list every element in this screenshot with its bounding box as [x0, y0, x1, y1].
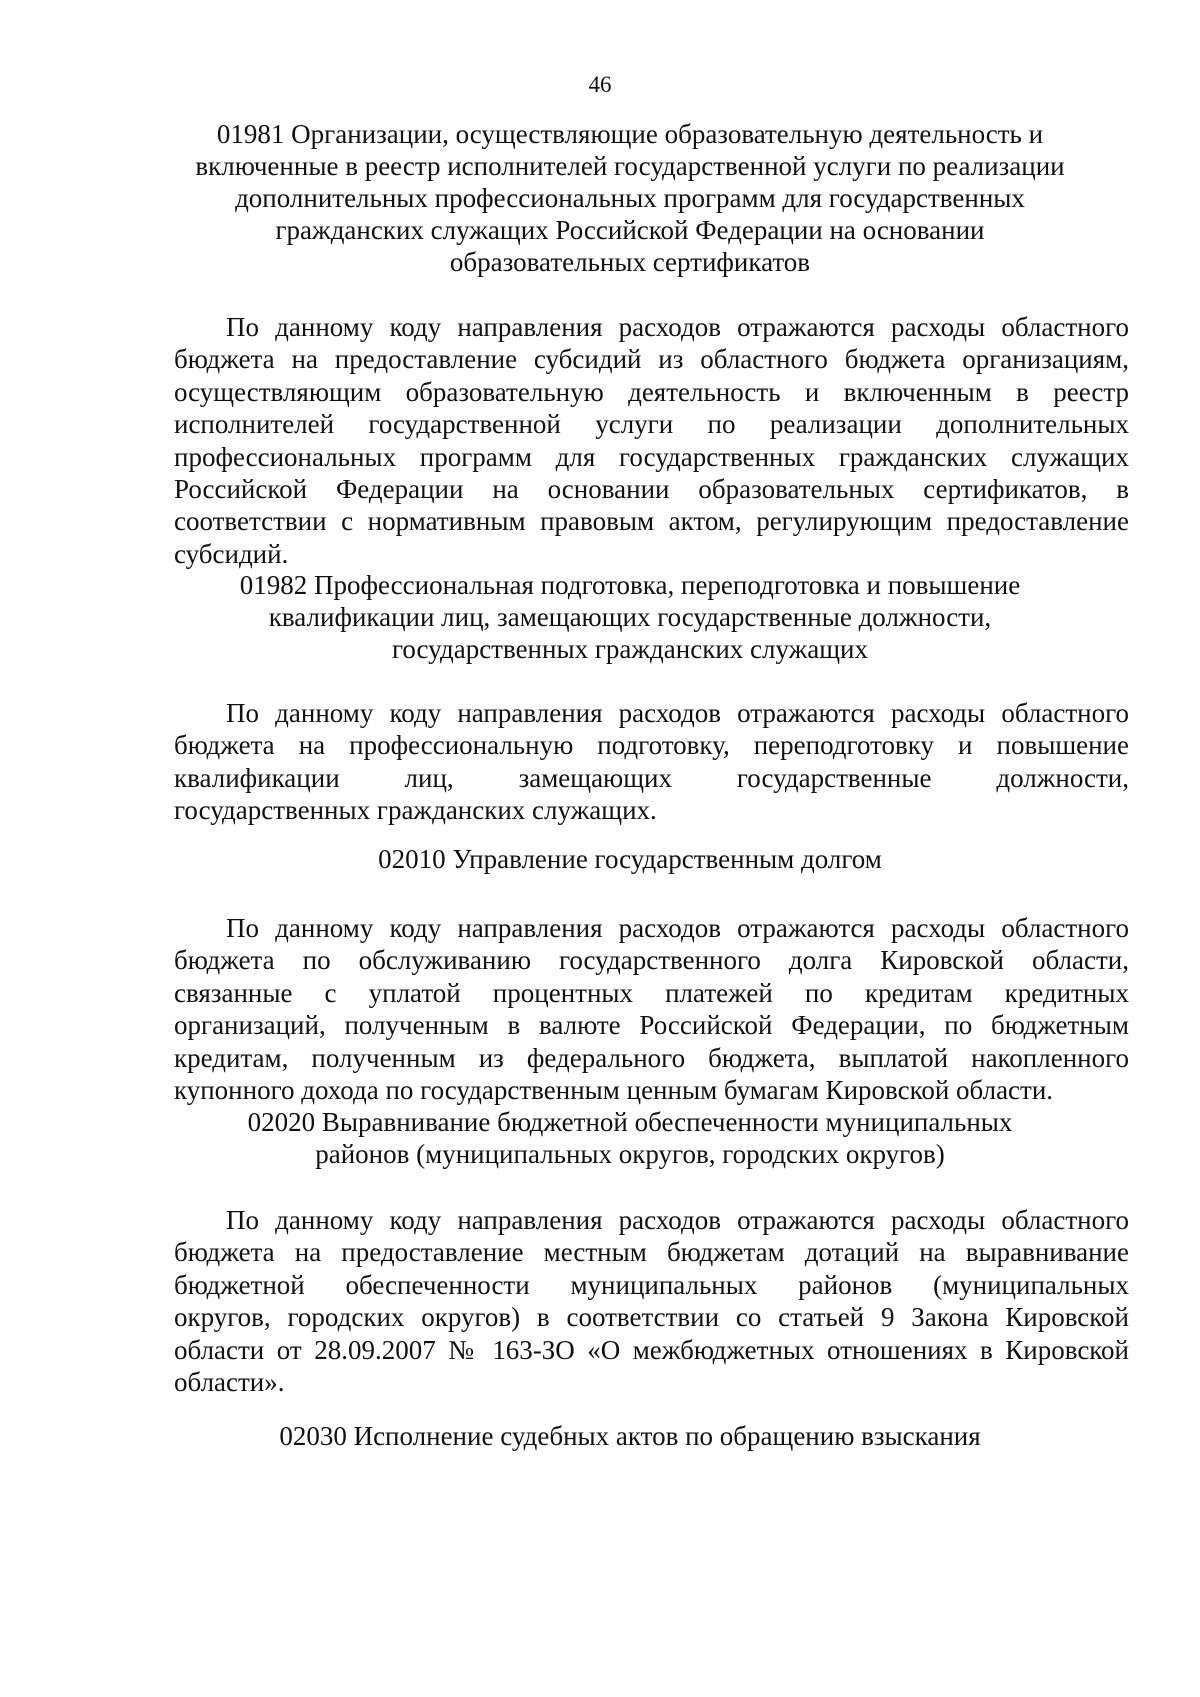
section-heading-01981 [180, 118, 1080, 278]
heading-line: районов (муниципальных округов, городских округов) [315, 1139, 945, 1169]
section-body-02010 [174, 912, 1129, 1106]
body-line: области». [174, 1367, 285, 1398]
body-line: бюджета на предоставление субсидий из областного бюджета организациям, [174, 344, 1129, 375]
body-line: По данному коду направления расходов отражаются расходы областного [226, 1205, 1129, 1235]
body-line: исполнителей государственной услуги по реализации дополнительных [174, 409, 1129, 440]
body-line: бюджета на профессиональную подготовку, переподготовку и повышение [174, 730, 1129, 761]
page-number: 46 [588, 72, 612, 97]
body-line: Российской Федерации на основании образовательных сертификатов, в [174, 474, 1129, 505]
body-line: профессиональных программ для государственных гражданских служащих [174, 441, 1129, 472]
body-line: осуществляющим образовательную деятельность и включенным в реестр [174, 376, 1129, 407]
heading-line: государственных гражданских служащих [391, 634, 869, 664]
body-line: организаций, полученным в валюте Российской Федерации, по бюджетным [174, 1010, 1129, 1041]
section-heading-01982 [180, 569, 1080, 665]
section-body-01981 [174, 311, 1129, 570]
heading-line: 02010 Управление государственным долгом [378, 844, 882, 874]
heading-line: включенные в реестр исполнителей государственной услуги по реализации [195, 151, 1065, 181]
heading-line: 01981 Организации, осуществляющие образовательную деятельность и [216, 119, 1044, 149]
heading-line: образовательных сертификатов [449, 247, 811, 277]
body-line: округов, городских округов) в соответствии со статьей 9 Закона Кировской [174, 1302, 1129, 1333]
body-line: купонного дохода по государственным ценным бумагам Кировской области. [174, 1075, 1054, 1106]
body-line: По данному коду направления расходов отражаются расходы областного [226, 913, 1129, 943]
body-line: По данному коду направления расходов отражаются расходы областного [226, 698, 1129, 728]
section-heading-02030 [180, 1420, 1080, 1452]
body-line: государственных гражданских служащих. [174, 795, 657, 826]
heading-line: квалификации лиц, замещающих государственные должности, [268, 602, 992, 632]
body-line: По данному коду направления расходов отражаются расходы областного [226, 312, 1129, 342]
heading-line: 02030 Исполнение судебных актов по обращению взыскания [279, 1421, 981, 1451]
body-line: бюджета на предоставление местным бюджетам дотаций на выравнивание [174, 1237, 1129, 1268]
body-line: соответствии с нормативным правовым актом, регулирующим предоставление [174, 506, 1129, 537]
body-line: кредитам, полученным из федерального бюджета, выплатой накопленного [174, 1042, 1129, 1073]
body-line: бюджета по обслуживанию государственного долга Кировской области, [174, 945, 1129, 976]
heading-line: 01982 Профессиональная подготовка, переподготовка и повышение [239, 570, 1021, 600]
heading-line: дополнительных профессиональных программ для государственных [235, 183, 1025, 213]
heading-line: гражданских служащих Российской Федерации на основании [275, 215, 985, 245]
section-body-01982 [174, 697, 1129, 827]
body-line: бюджетной обеспеченности муниципальных районов (муниципальных [174, 1269, 1129, 1300]
section-heading-02020 [180, 1106, 1080, 1170]
section-heading-02010 [180, 843, 1080, 875]
section-body-02020 [174, 1204, 1129, 1398]
body-line: субсидий. [174, 538, 289, 569]
heading-line: 02020 Выравнивание бюджетной обеспеченности муниципальных [247, 1107, 1013, 1137]
body-line: связанные с уплатой процентных платежей по кредитам кредитных [174, 977, 1129, 1008]
body-line: квалификации лиц, замещающих государственные должности, [174, 762, 1129, 793]
body-line: области от 28.09.2007 № 163-ЗО «О межбюджетных отношениях в Кировской [174, 1334, 1129, 1365]
